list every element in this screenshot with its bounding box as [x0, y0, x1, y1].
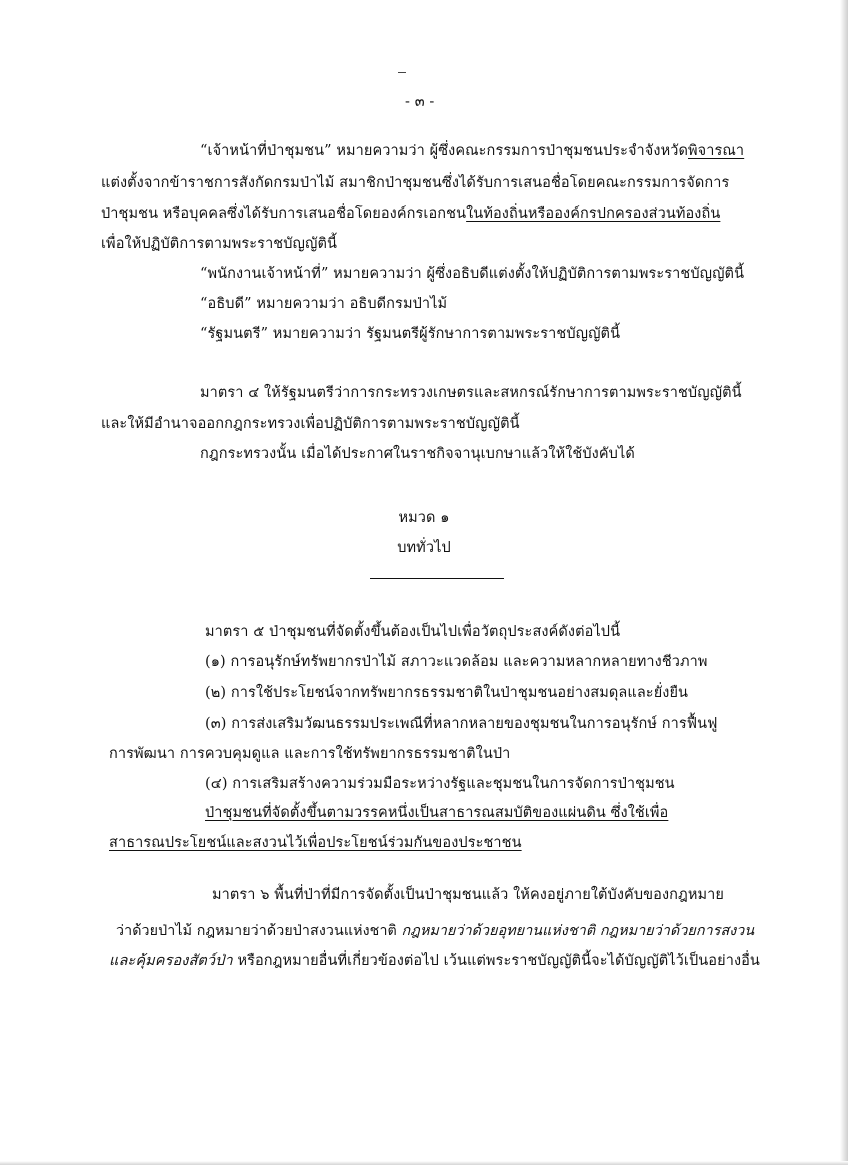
- def-officer-line-2: แต่งตั้งจากข้าราชการสังกัดกรมป่าไม้ สมาชิกป่าชุมชนซึ่งได้รับการเสนอชื่อโดยคณะกรรมการจัดการ: [101, 175, 730, 191]
- def-officer-line-3-underlined: ในท้องถิ่นหรือองค์กรปกครองส่วนท้องถิ่น: [466, 206, 721, 222]
- scan-bottom-edge: [0, 1161, 848, 1165]
- section-5-item-2: (๒) การใช้ประโยชน์จากทรัพยากรธรรมชาติในป่าชุมชนอย่างสมดุลและยั่งยืน: [205, 685, 689, 701]
- chapter-divider: [370, 578, 504, 579]
- def-director: “อธิบดี” หมายความว่า อธิบดีกรมป่าไม้: [200, 296, 448, 312]
- section-4-line-2: และให้มีอำนาจออกกฎกระทรวงเพื่อปฏิบัติการตามพระราชบัญญัตินี้: [101, 416, 520, 432]
- section-5-item-3: (๓) การส่งเสริมวัฒนธรรมประเพณีที่หลากหลายของชุมชนในการอนุรักษ์ การฟื้นฟู: [205, 716, 718, 732]
- section-6-line-1: มาตรา ๖ พื้นที่ป่าที่มีการจัดตั้งเป็นป่าชุมชนแล้ว ให้คงอยู่ภายใต้บังคับของกฎหมาย: [212, 887, 725, 903]
- def-officer-text: หมายความว่า ผู้ซึ่งคณะกรรมการป่าชุมชนประจำจังหวัด: [336, 143, 688, 159]
- def-officer-line-3: [101, 204, 720, 224]
- def-officer-line-4: เพื่อให้ปฏิบัติการตามพระราชบัญญัตินี้: [101, 236, 337, 252]
- def-officer-line-1: [200, 141, 744, 161]
- def-officer-term: “เจ้าหน้าที่ป่าชุมชน”: [200, 143, 332, 159]
- def-staff: “พนักงานเจ้าหน้าที่” หมายความว่า ผู้ซึ่งอธิบดีแต่งตั้งให้ปฏิบัติการตามพระราชบัญญัตินี้: [200, 266, 745, 282]
- page-number: - ๓ -: [405, 94, 435, 110]
- section-5-note-line-2: สาธารณประโยชน์และสงวนไว้เพื่อประโยชน์ร่วมกันของประชาชน: [109, 835, 522, 851]
- section-5-item-3-cont: การพัฒนา การควบคุมดูแล และการใช้ทรัพยากรธรรมชาติในป่า: [109, 746, 511, 762]
- section-4-line-1: มาตรา ๔ ให้รัฐมนตรีว่าการกระทรวงเกษตรและสหกรณ์รักษาการตามพระราชบัญญัตินี้: [200, 385, 742, 401]
- section-5-item-4: (๔) การเสริมสร้างความร่วมมือระหว่างรัฐและชุมชนในการจัดการป่าชุมชน: [205, 776, 675, 792]
- chapter-title: หมวด ๑: [398, 510, 450, 526]
- section-6-line-2: [116, 921, 754, 941]
- def-minister: “รัฐมนตรี” หมายความว่า รัฐมนตรีผู้รักษาการตามพระราชบัญญัตินี้: [200, 326, 621, 342]
- section-6-line-3: [109, 951, 760, 971]
- section-5-item-1: (๑) การอนุรักษ์ทรัพยากรป่าไม้ สภาวะแวดล้อม และความหลากหลายทางชีวภาพ: [205, 654, 708, 670]
- section-5-line-1: มาตรา ๕ ป่าชุมชนที่จัดตั้งขึ้นต้องเป็นไปเพื่อวัตถุประสงค์ดังต่อไปนี้: [205, 624, 621, 640]
- section-6-line-2-italic: กฎหมายว่าด้วยอุทยานแห่งชาติ กฎหมายว่าด้วยการสงวน: [401, 923, 755, 939]
- scan-edge-shadow: [840, 0, 848, 1165]
- chapter-subtitle: บททั่วไป: [397, 540, 451, 556]
- section-6-line-3-text: หรือกฎหมายอื่นที่เกี่ยวข้องต่อไป เว้นแต่พระราชบัญญัตินี้จะได้บัญญัติไว้เป็นอย่างอื่น: [237, 953, 760, 969]
- section-6-line-3-italic: และคุ้มครองสัตว์ป่า: [109, 953, 233, 969]
- section-5-note-line-1: ป่าชุมชนที่จัดตั้งขึ้นตามวรรคหนึ่งเป็นสาธารณสมบัติของแผ่นดิน ซึ่งใช้เพื่อ: [205, 805, 669, 821]
- scan-mark: [398, 72, 406, 73]
- def-officer-line-3-text: ป่าชุมชน หรือบุคคลซึ่งได้รับการเสนอชื่อโดยองค์กรเอกชน: [101, 206, 467, 222]
- section-6-line-2-text: ว่าด้วยป่าไม้ กฎหมายว่าด้วยป่าสงวนแห่งชาติ: [116, 923, 397, 939]
- def-officer-underlined: พิจารณา: [688, 143, 745, 159]
- section-4-line-3: กฎกระทรวงนั้น เมื่อได้ประกาศในราชกิจจานุเบกษาแล้วให้ใช้บังคับได้: [200, 446, 635, 462]
